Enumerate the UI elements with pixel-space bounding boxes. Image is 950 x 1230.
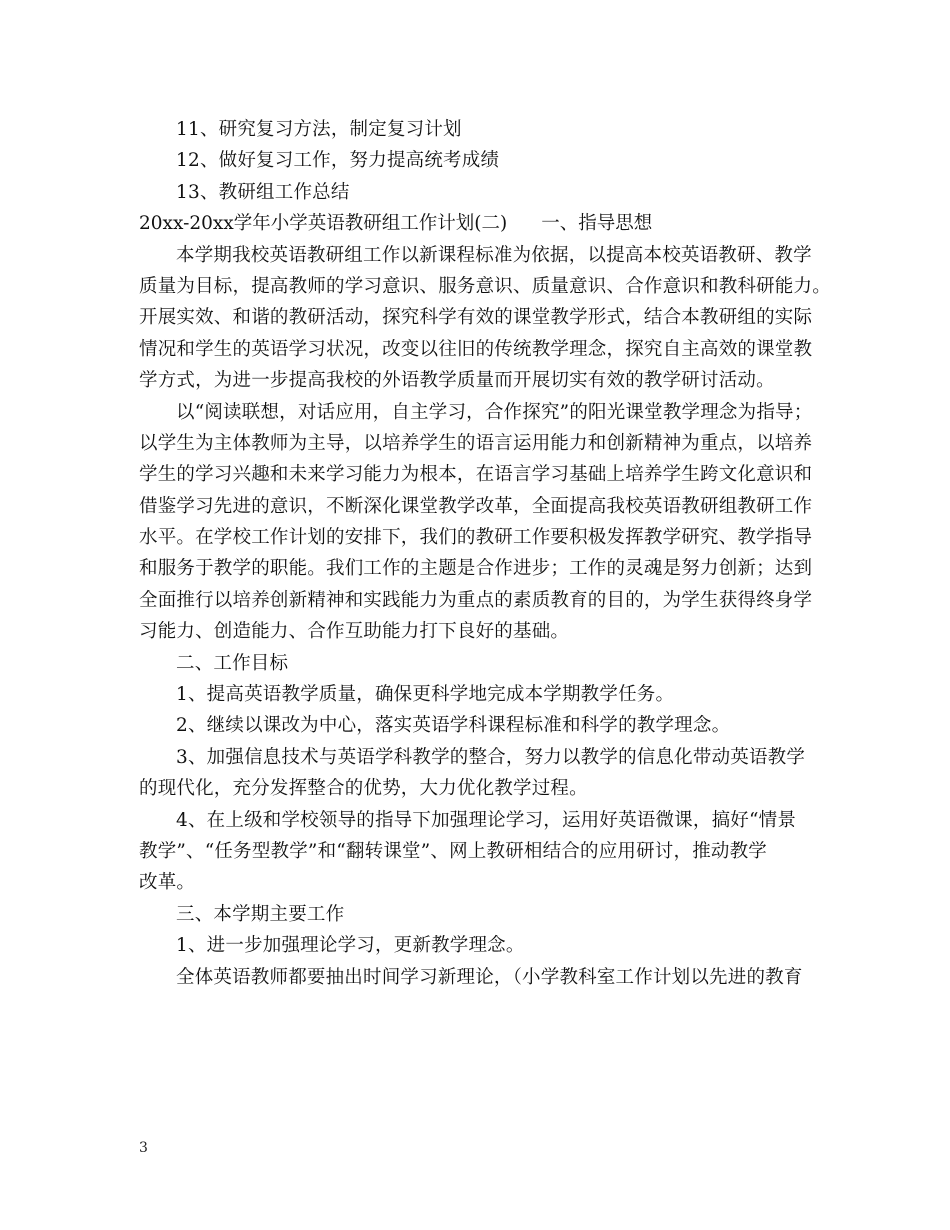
text-line: 水平。在学校工作计划的安排下，我们的教研工作要积极发挥教学研究、教学指导 <box>139 527 813 549</box>
section-heading: 一、指导思想 <box>541 213 653 235</box>
section-heading: 三、本学期主要工作 <box>176 903 345 925</box>
text-line: 以学生为主体教师为主导，以培养学生的语言运用能力和创新精神为重点，以培养 <box>139 432 813 454</box>
text-line: 2、继续以课改为中心，落实英语学科课程标准和科学的教学理念。 <box>176 715 731 737</box>
text-line: 11、研究复习方法，制定复习计划 <box>176 119 462 140</box>
text-line: 12、做好复习工作，努力提高统考成绩 <box>176 150 500 172</box>
text-line: 以“阅读联想，对话应用，自主学习，合作探究”的阳光课堂教学理念为指导； <box>176 401 813 423</box>
text-line: 质量为目标，提高教师的学习意识、服务意识、质量意识、合作意识和教科研能力。 <box>139 275 831 297</box>
text-line: 全体英语教师都要抽出时间学习新理论，（小学教科室工作计划以先进的教育 <box>176 966 803 988</box>
text-line: 全面推行以培养创新精神和实践能力为重点的素质教育的目的，为学生获得终身学 <box>139 589 813 611</box>
text-line: 情况和学生的英语学习状况，改变以往旧的传统教学理念，探究自主高效的课堂教 <box>139 338 813 360</box>
text-line: 开展实效、和谐的教研活动，探究科学有效的课堂教学形式，结合本教研组的实际 <box>139 307 813 329</box>
text-line: 借鉴学习先进的意识，不断深化课堂教学改革，全面提高我校英语教研组教研工作 <box>139 495 813 517</box>
document-body <box>139 114 831 993</box>
section-heading: 二、工作目标 <box>176 652 289 674</box>
text-line: 的现代化，充分发挥整合的优势，大力优化教学过程。 <box>139 778 588 800</box>
page-number: 3 <box>139 1140 148 1156</box>
text-line: 改革。 <box>139 872 196 894</box>
text-line: 和服务于教学的职能。我们工作的主题是合作进步；工作的灵魂是努力创新；达到 <box>139 558 813 580</box>
text-line: 1、进一步加强理论学习，更新教学理念。 <box>176 935 525 957</box>
document-title: 20xx-20xx学年小学英语教研组工作计划(二) <box>139 213 508 235</box>
text-line: 学方式，为进一步提高我校的外语教学质量而开展切实有效的教学研讨活动。 <box>139 370 775 392</box>
text-line: 本学期我校英语教研组工作以新课程标准为依据，以提高本校英语教研、教学 <box>176 244 812 266</box>
text-line: 3、加强信息技术与英语学科教学的整合，努力以教学的信息化带动英语教学 <box>176 746 806 768</box>
text-line: 13、教研组工作总结 <box>176 181 350 203</box>
text-line: 1、提高英语教学质量，确保更科学地完成本学期教学任务。 <box>176 684 675 706</box>
document-title-line <box>139 208 819 239</box>
text-line: 教学”、“任务型教学”和“翻转课堂”、网上教研相结合的应用研讨，推动教学 <box>139 840 767 862</box>
text-line: 学生的学习兴趣和未来学习能力为根本，在语言学习基础上培养学生跨文化意识和 <box>139 464 813 486</box>
text-line: 习能力、创造能力、合作互助能力打下良好的基础。 <box>139 621 570 643</box>
text-line: 4、在上级和学校领导的指导下加强理论学习，运用好英语微课，搞好“情景 <box>176 809 797 831</box>
